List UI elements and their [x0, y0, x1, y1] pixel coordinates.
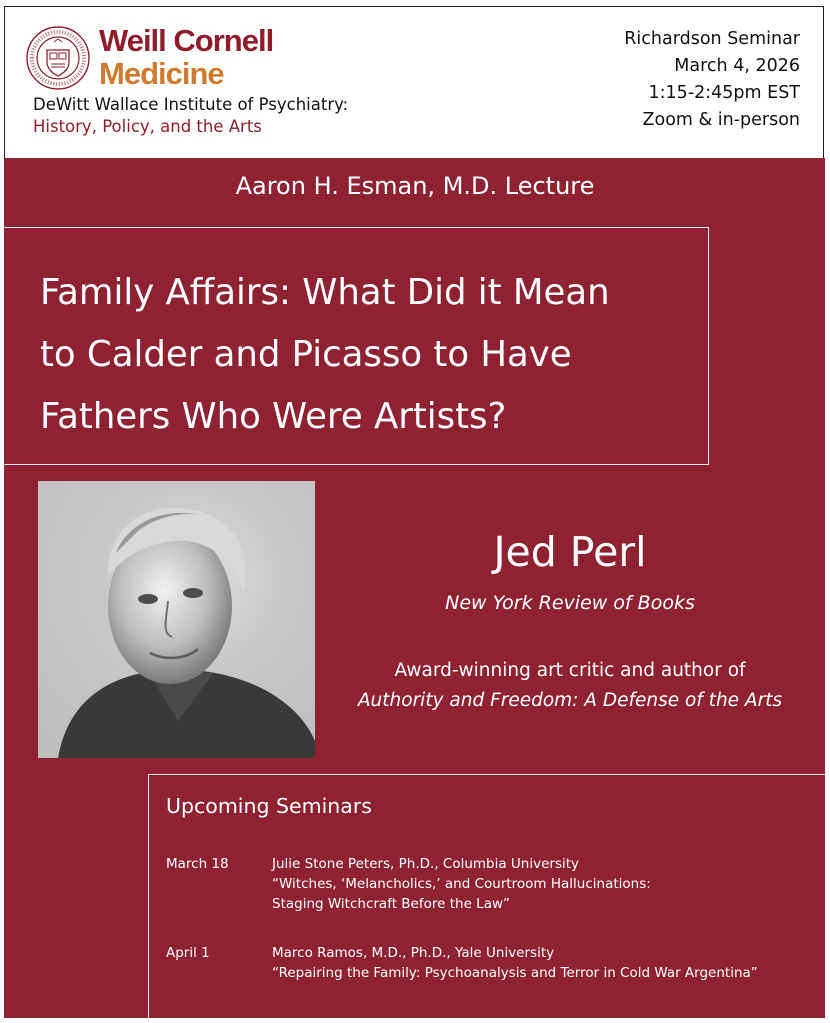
seminar-title-line: “Witches, ‘Melancholics,’ and Courtroom Hallucinations:: [272, 876, 651, 892]
seminar-speaker: Julie Stone Peters, Ph.D., Columbia University: [272, 856, 580, 872]
talk-title-line: Family Affairs: What Did it Mean: [40, 272, 610, 313]
event-info: [624, 26, 800, 134]
event-date: March 4, 2026: [674, 56, 800, 76]
institute-name: DeWitt Wallace Institute of Psychiatry:: [33, 95, 349, 114]
event-time: 1:15-2:45pm EST: [648, 83, 800, 103]
upcoming-seminars-heading: Upcoming Seminars: [166, 794, 372, 818]
seminar-title-line: “Repairing the Family: Psychoanalysis and Terror in Cold War Argentina”: [272, 965, 758, 981]
event-format: Zoom & in-person: [642, 110, 800, 130]
event-series: Richardson Seminar: [624, 29, 800, 49]
seminar-details: [272, 854, 651, 914]
seminar-date: April 1: [166, 945, 210, 961]
seminar-title-line: Staging Witchcraft Before the Law”: [272, 896, 510, 912]
speaker-description: Award-winning art critic and author of: [394, 660, 746, 681]
seminar-details: [272, 943, 758, 983]
speaker-affiliation: New York Review of Books: [445, 592, 695, 614]
speaker-photo: [38, 481, 315, 758]
seminar-date: March 18: [166, 856, 229, 872]
brand-wordmark-line1: Weill Cornell: [99, 23, 274, 58]
speaker-book-title: Authority and Freedom: A Defense of the Arts: [357, 690, 783, 711]
talk-title: [40, 262, 700, 448]
cornell-seal-logo: [26, 26, 90, 90]
seminar-speaker: Marco Ramos, M.D., Ph.D., Yale University: [272, 945, 555, 961]
lecture-name: Aaron H. Esman, M.D. Lecture: [235, 172, 595, 200]
institute-subtitle: History, Policy, and the Arts: [33, 117, 262, 136]
talk-title-line: to Calder and Picasso to Have: [40, 334, 572, 375]
speaker-name: Jed Perl: [493, 528, 647, 576]
talk-title-line: Fathers Who Were Artists?: [40, 396, 507, 437]
brand-wordmark-line2: Medicine: [99, 56, 224, 91]
speaker-portrait-image: [38, 481, 315, 758]
